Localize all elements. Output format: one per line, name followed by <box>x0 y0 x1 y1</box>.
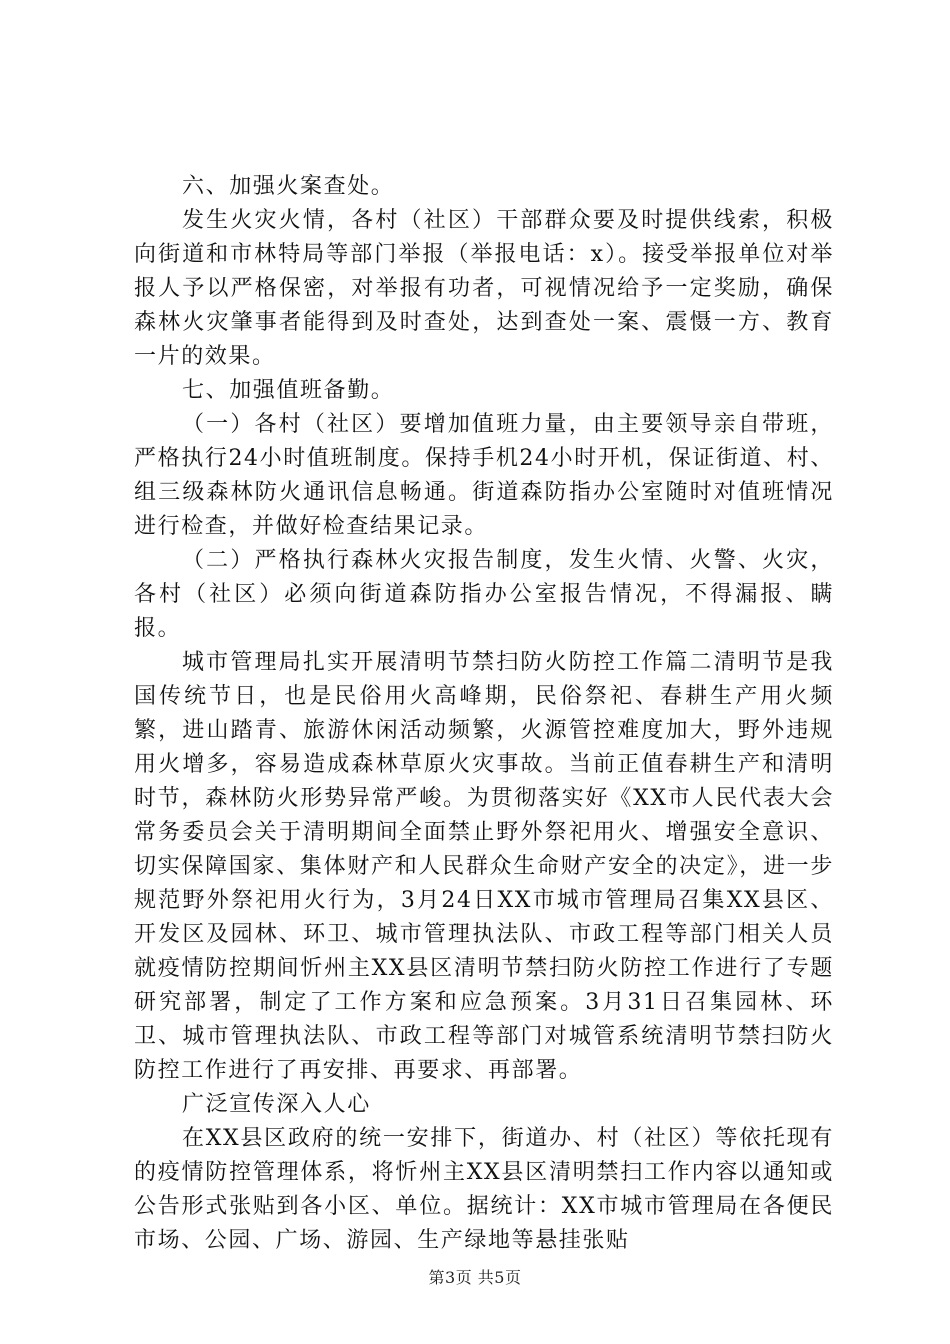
paragraph-fire-reporting: 发生火灾火情，各村（社区）干部群众要及时提供线索，积极向街道和市林特局等部门举报（举报电话：x）。接受举报单位对举报人予以严格保密，对举报有功者，可视情况给予一定奖励，确保森林火灾肇事者能得到及时查处，达到查处一案、震慑一方、教育一片的效果。 <box>134 208 834 369</box>
paragraph-duty-two: （二）严格执行森林火灾报告制度，发生火情、火警、火灾，各村（社区）必须向街道森防指办公室报告情况，不得漏报、瞒报。 <box>134 548 834 641</box>
paragraph-urban-management: 城市管理局扎实开展清明节禁扫防火防控工作篇二清明节是我国传统节日，也是民俗用火高峰期，民俗祭祀、春耕生产用火频繁，进山踏青、旅游休闲活动频繁，火源管控难度加大，野外违规用火增多，容易造成森林草原火灾事故。当前正值春耕生产和清明时节，森林防火形势异常严峻。为贯彻落实好《XX市人民代表大会常务委员会关于清明期间全面禁止野外祭祀用火、增强安全意识、切实保障国家、集体财产和人民群众生命财产安全的决定》，进一步规范野外祭祀用火行为，3月24日XX市城市管理局召集XX县区、开发区及园林、环卫、城市管理执法队、市政工程等部门相关人员就疫情防控期间忻州主XX县区清明节禁扫防火防控工作进行了专题研究部署，制定了工作方案和应急预案。3月31日召集园林、环卫、城市管理执法队、市政工程等部门对城管系统清明节禁扫防火防控工作进行了再安排、再要求、再部署。 <box>134 650 834 1083</box>
page-number-footer: 第3页 共5页 <box>428 1268 522 1287</box>
section-heading-seven: 七、加强值班备勤。 <box>182 378 395 403</box>
section-heading-six: 六、加强火案查处。 <box>182 174 395 199</box>
subheading-publicity: 广泛宣传深入人心 <box>182 1092 371 1117</box>
paragraph-publicity: 在XX县区政府的统一安排下，街道办、村（社区）等依托现有的疫情防控管理体系，将忻州主XX县区清明禁扫工作内容以通知或公告形式张贴到各小区、单位。据统计：XX市城市管理局在各便民市场、公园、广场、游园、生产绿地等悬挂张贴 <box>134 1126 834 1253</box>
document-body <box>134 170 834 1258</box>
paragraph-duty-one: （一）各村（社区）要增加值班力量，由主要领导亲自带班，严格执行24小时值班制度。保持手机24小时开机，保证街道、村、组三级森林防火通讯信息畅通。街道森防指办公室随时对值班情况进行检查，并做好检查结果记录。 <box>134 412 834 539</box>
